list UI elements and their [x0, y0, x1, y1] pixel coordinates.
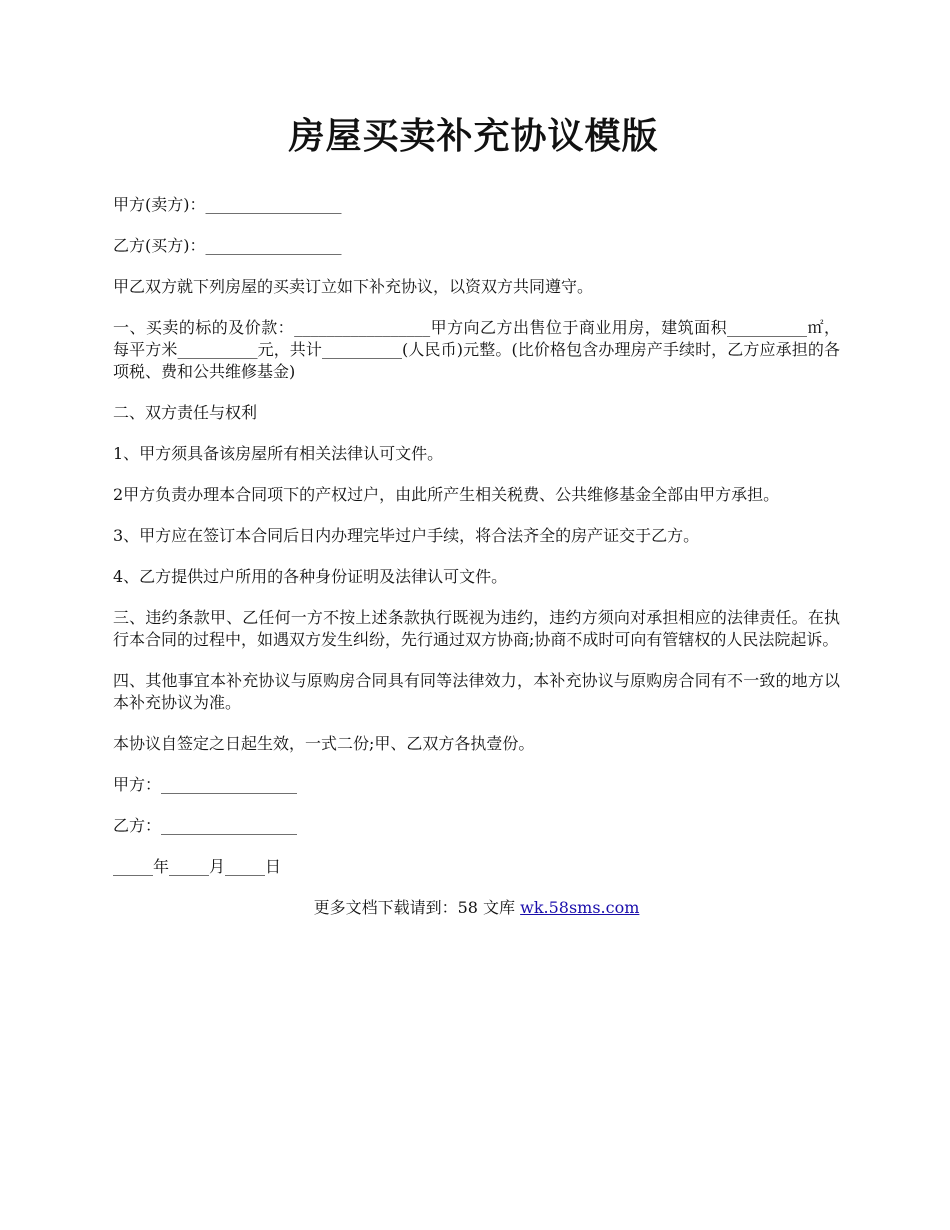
document-title: 房屋买卖补充协议模版 — [288, 115, 659, 157]
clause-2-item-1: 1、甲方须具备该房屋所有相关法律认可文件。 — [113, 444, 444, 463]
document-page — [113, 108, 840, 919]
clause-3-breach: 三、违约条款甲、乙任何一方不按上述条款执行既视为违约，违约方须向对承担相应的法律责任。在执行本合同的过程中，如遇双方发生纠纷，先行通过双方协商;协商不成时可向有管辖权的人民法院起诉。 — [113, 608, 840, 649]
signature-date: _____年_____月_____日 — [113, 857, 282, 876]
clause-1-subject-price: 一、买卖的标的及价款：_________________甲方向乙方出售位于商业用房，建筑面积__________㎡，每平方米__________元，共计__________(人民币)元整。(比价格包含办理房产手续时，乙方应承担的各项税、费和公共维修基金) — [113, 318, 840, 381]
footer — [113, 897, 840, 919]
party-b-buyer-line: 乙方(买方)：_________________ — [113, 236, 342, 255]
footer-text: 更多文档下载请到：58 文库 — [313, 898, 521, 917]
effective-clause: 本协议自签定之日起生效，一式二份;甲、乙双方各执壹份。 — [113, 734, 535, 753]
clause-4-other: 四、其他事宜本补充协议与原购房合同具有同等法律效力，本补充协议与原购房合同有不一致的地方以本补充协议为准。 — [113, 671, 840, 712]
party-a-seller-line: 甲方(卖方)：_________________ — [113, 195, 342, 214]
clause-2-item-2: 2甲方负责办理本合同项下的产权过户，由此所产生相关税费、公共维修基金全部由甲方承担。 — [113, 485, 780, 504]
clause-2-item-3: 3、甲方应在签订本合同后日内办理完毕过户手续，将合法齐全的房产证交于乙方。 — [113, 526, 700, 545]
intro-paragraph: 甲乙双方就下列房屋的买卖订立如下补充协议，以资双方共同遵守。 — [113, 277, 594, 296]
footer-link[interactable]: wk.58sms.com — [520, 898, 640, 917]
clause-2-item-4: 4、乙方提供过户所用的各种身份证明及法律认可文件。 — [113, 567, 508, 586]
signature-party-b: 乙方：_________________ — [113, 816, 298, 835]
clause-2-heading: 二、双方责任与权利 — [113, 403, 258, 422]
signature-party-a: 甲方：_________________ — [113, 775, 298, 794]
